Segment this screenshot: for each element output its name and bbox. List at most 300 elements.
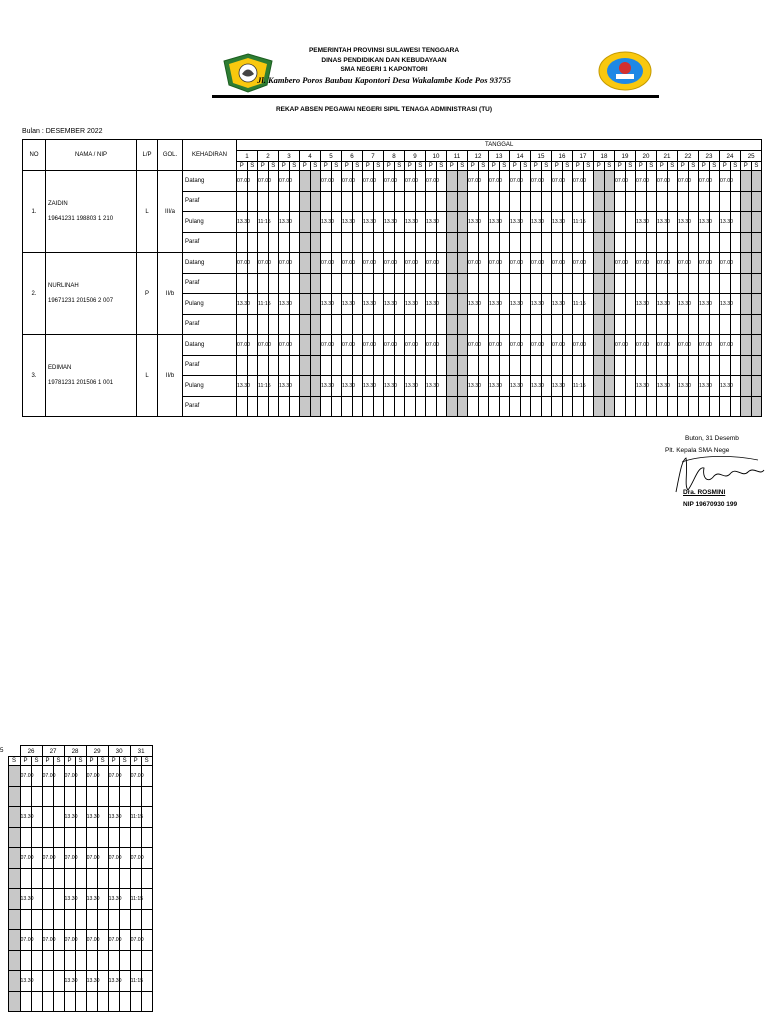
empty-cell — [489, 355, 500, 376]
empty-cell — [499, 191, 510, 212]
empty-cell — [562, 191, 573, 212]
time-cell: 07.00 — [615, 253, 626, 274]
empty-cell — [709, 191, 720, 212]
day-18-s — [604, 376, 615, 397]
empty-cell — [31, 827, 42, 848]
empty-cell — [426, 314, 437, 335]
day-4-s — [310, 294, 321, 315]
empty-cell — [20, 827, 31, 848]
day-31-header: 31 — [130, 746, 152, 757]
empty-cell — [436, 396, 447, 417]
empty-cell — [709, 232, 720, 253]
time-cell: 13.30 — [552, 212, 563, 233]
empty-cell — [468, 396, 479, 417]
empty-cell — [468, 273, 479, 294]
empty-cell — [688, 273, 699, 294]
s-label: S — [97, 757, 108, 766]
employee-no: 3. — [23, 335, 46, 417]
time-cell: 07.00 — [699, 171, 710, 192]
day-11-p — [447, 294, 458, 315]
time-cell: 07.00 — [636, 171, 647, 192]
time-cell: 07.00 — [405, 335, 416, 356]
empty-cell — [415, 273, 426, 294]
empty-cell — [20, 991, 31, 1012]
empty-cell — [552, 273, 563, 294]
p-label: P — [426, 162, 437, 171]
day-4-p — [300, 335, 311, 356]
empty-cell — [405, 191, 416, 212]
s-label: S — [541, 162, 552, 171]
p-label: P — [64, 757, 75, 766]
spacer-cell — [0, 766, 8, 787]
empty-cell — [363, 355, 374, 376]
time-cell: 07.00 — [130, 930, 141, 951]
time-cell: 07.00 — [64, 930, 75, 951]
empty-cell — [53, 827, 64, 848]
time-cell: 13.30 — [321, 212, 332, 233]
empty-cell — [541, 273, 552, 294]
employee-lp: P — [137, 253, 158, 335]
empty-cell — [583, 396, 594, 417]
time-cell: 13.30 — [405, 294, 416, 315]
day-18-s — [604, 191, 615, 212]
empty-cell — [86, 909, 97, 930]
day-11-p — [447, 212, 458, 233]
time-cell: 13.30 — [510, 376, 521, 397]
empty-cell — [510, 314, 521, 335]
empty-cell — [373, 273, 384, 294]
empty-cell — [321, 396, 332, 417]
empty-cell — [86, 991, 97, 1012]
empty-cell — [130, 950, 141, 971]
day-14-header: 14 — [510, 151, 531, 162]
time-cell: 11:15 — [130, 971, 141, 992]
time-cell: 13.30 — [342, 294, 353, 315]
day-18-p — [594, 355, 605, 376]
time-cell: 13.30 — [468, 294, 479, 315]
empty-cell — [468, 314, 479, 335]
empty-cell — [562, 232, 573, 253]
table-row — [0, 868, 152, 889]
time-cell: 07.00 — [489, 253, 500, 274]
s-label: S — [562, 162, 573, 171]
time-cell: 07.00 — [20, 848, 31, 869]
empty-cell — [64, 950, 75, 971]
day-16-header: 16 — [552, 151, 573, 162]
empty-cell — [541, 314, 552, 335]
empty-cell — [531, 191, 542, 212]
empty-cell — [108, 991, 119, 1012]
empty-cell — [42, 991, 53, 1012]
employee-gol: III/a — [158, 171, 183, 253]
time-cell: 07.00 — [552, 253, 563, 274]
empty-cell — [657, 191, 668, 212]
day-25-s — [751, 212, 762, 233]
empty-cell — [478, 314, 489, 335]
table-row — [0, 807, 152, 828]
empty-cell — [478, 355, 489, 376]
empty-cell — [415, 396, 426, 417]
empty-cell — [247, 232, 258, 253]
kehadiran-label: Pulang — [183, 376, 237, 397]
empty-cell — [699, 396, 710, 417]
empty-cell — [363, 273, 374, 294]
time-cell: 07.00 — [237, 253, 248, 274]
empty-cell — [552, 314, 563, 335]
time-cell: 07.00 — [42, 848, 53, 869]
empty-cell — [394, 355, 405, 376]
empty-cell — [342, 355, 353, 376]
empty-cell — [247, 396, 258, 417]
time-cell: 13.30 — [363, 212, 374, 233]
empty-cell — [615, 355, 626, 376]
p-label: P — [552, 162, 563, 171]
empty-cell — [363, 314, 374, 335]
empty-cell — [499, 232, 510, 253]
empty-cell — [699, 355, 710, 376]
empty-cell — [415, 232, 426, 253]
day-2-header: 2 — [258, 151, 279, 162]
empty-cell — [352, 273, 363, 294]
day-19-header: 19 — [615, 151, 636, 162]
s-label: S — [604, 162, 615, 171]
time-cell: 13.30 — [636, 212, 647, 233]
empty-cell — [247, 191, 258, 212]
day-11-p — [447, 376, 458, 397]
p-label: P — [237, 162, 248, 171]
day-25-s — [751, 294, 762, 315]
empty-cell — [573, 232, 584, 253]
day-11-s — [457, 335, 468, 356]
p-label: P — [42, 757, 53, 766]
s-label: S — [310, 162, 321, 171]
s-label: S — [373, 162, 384, 171]
time-cell: 07.00 — [468, 171, 479, 192]
header-line-2: DINAS PENDIDIKAN DAN KEBUDAYAAN — [321, 56, 447, 64]
empty-cell — [646, 396, 657, 417]
day-4-s — [310, 212, 321, 233]
empty-cell — [258, 355, 269, 376]
time-cell: 07.00 — [363, 253, 374, 274]
time-cell: 07.00 — [86, 766, 97, 787]
s-label: S — [646, 162, 657, 171]
time-cell: 07.00 — [42, 930, 53, 951]
p-label: P — [489, 162, 500, 171]
time-cell: 13.30 — [678, 212, 689, 233]
empty-cell — [141, 950, 152, 971]
empty-cell — [268, 355, 279, 376]
day-11-s — [457, 232, 468, 253]
day-13-header: 13 — [489, 151, 510, 162]
empty-cell — [573, 191, 584, 212]
empty-cell — [289, 314, 300, 335]
empty-cell — [268, 314, 279, 335]
spacer-cell — [0, 786, 8, 807]
empty-cell — [552, 232, 563, 253]
employee-name: EDIMAN — [48, 364, 72, 371]
day-6-header: 6 — [342, 151, 363, 162]
spacer-cell — [0, 807, 8, 828]
empty-cell — [436, 232, 447, 253]
employee-nip: 19781231 201506 1 001 — [48, 379, 114, 386]
spacer-cell — [0, 971, 8, 992]
time-cell: 07.00 — [531, 335, 542, 356]
empty-cell — [141, 868, 152, 889]
header-row-tanggal — [23, 140, 762, 151]
empty-cell — [562, 314, 573, 335]
p-label: P — [258, 162, 269, 171]
time-cell: 07.00 — [20, 930, 31, 951]
empty-cell — [31, 868, 42, 889]
empty-cell — [321, 355, 332, 376]
time-cell: 07.00 — [342, 335, 353, 356]
table-row — [23, 335, 762, 356]
p-label: P — [384, 162, 395, 171]
time-cell: 07.00 — [573, 253, 584, 274]
day-18-p — [594, 191, 605, 212]
empty-cell — [489, 396, 500, 417]
empty-cell — [42, 868, 53, 889]
s-label: S — [688, 162, 699, 171]
empty-cell — [688, 396, 699, 417]
day-25-s — [8, 786, 20, 807]
time-cell: 07.00 — [489, 335, 500, 356]
day-4-p — [300, 294, 311, 315]
empty-cell — [352, 396, 363, 417]
time-cell: 07.00 — [426, 171, 437, 192]
empty-cell — [97, 868, 108, 889]
day-11-s — [457, 191, 468, 212]
header-line-1: PEMERINTAH PROVINSI SULAWESI TENGGARA — [308, 47, 460, 54]
empty-cell — [720, 396, 731, 417]
empty-cell — [709, 396, 720, 417]
empty-cell — [268, 273, 279, 294]
empty-cell — [342, 314, 353, 335]
kehadiran-label: Datang — [183, 335, 237, 356]
s-label: S — [141, 757, 152, 766]
time-cell: 13.30 — [321, 376, 332, 397]
empty-cell — [75, 991, 86, 1012]
employee-no: 1. — [23, 171, 46, 253]
empty-cell — [289, 273, 300, 294]
empty-cell — [426, 232, 437, 253]
time-cell: 07.00 — [615, 171, 626, 192]
header-address: Jl. Kambero Poros Baubau Kapontori Desa Wakalambe Kode Pos 93755 — [257, 74, 511, 85]
day-18-s — [604, 253, 615, 274]
empty-cell — [279, 396, 290, 417]
employee-name: NURLINAH — [48, 282, 79, 289]
letterhead — [0, 46, 768, 86]
empty-cell — [541, 232, 552, 253]
empty-cell — [657, 355, 668, 376]
empty-cell — [108, 909, 119, 930]
empty-cell — [130, 827, 141, 848]
time-cell: 07.00 — [20, 766, 31, 787]
time-cell: 13.30 — [20, 807, 31, 828]
empty-cell — [646, 191, 657, 212]
empty-cell — [42, 909, 53, 930]
empty-cell — [342, 396, 353, 417]
day-11-s — [457, 171, 468, 192]
s-label: S — [415, 162, 426, 171]
day-10-header: 10 — [426, 151, 447, 162]
empty-cell — [646, 314, 657, 335]
empty-cell — [373, 191, 384, 212]
empty-cell — [583, 191, 594, 212]
empty-cell — [636, 355, 647, 376]
empty-cell — [625, 376, 636, 397]
day-25-s — [8, 909, 20, 930]
day-18-s — [604, 171, 615, 192]
time-cell: 13.30 — [531, 294, 542, 315]
day-4-p — [300, 212, 311, 233]
day-11-p — [447, 335, 458, 356]
spacer-cell — [0, 991, 8, 1012]
time-cell: 07.00 — [279, 171, 290, 192]
empty-cell — [268, 191, 279, 212]
time-cell: 13.30 — [720, 212, 731, 233]
s-label: S — [352, 162, 363, 171]
empty-cell — [331, 191, 342, 212]
empty-cell — [562, 396, 573, 417]
empty-cell — [119, 786, 130, 807]
empty-cell — [499, 273, 510, 294]
time-cell: 13.30 — [108, 889, 119, 910]
empty-cell — [520, 273, 531, 294]
day-18-p — [594, 335, 605, 356]
empty-cell — [678, 396, 689, 417]
spacer-cell — [0, 930, 8, 951]
empty-cell — [86, 868, 97, 889]
time-cell: 13.30 — [531, 376, 542, 397]
day-11-s — [457, 253, 468, 274]
time-cell: 13.30 — [86, 971, 97, 992]
time-cell: 13.30 — [657, 376, 668, 397]
time-cell: 11:15 — [130, 807, 141, 828]
day-4-p — [300, 396, 311, 417]
empty-cell — [237, 273, 248, 294]
attendance-table-continuation — [0, 745, 153, 1012]
empty-cell — [667, 191, 678, 212]
empty-cell — [657, 273, 668, 294]
day-7-header: 7 — [363, 151, 384, 162]
time-cell: 07.00 — [258, 171, 269, 192]
p-label: P — [741, 162, 752, 171]
day-11-s — [457, 355, 468, 376]
empty-cell — [436, 355, 447, 376]
employee-nip: 19671231 201506 2 007 — [48, 297, 114, 304]
time-cell: 13.30 — [489, 212, 500, 233]
time-cell: 07.00 — [64, 848, 75, 869]
s-label: S — [53, 757, 64, 766]
empty-cell — [394, 396, 405, 417]
empty-cell — [615, 376, 626, 397]
empty-cell — [64, 909, 75, 930]
empty-cell — [289, 355, 300, 376]
time-cell: 07.00 — [108, 930, 119, 951]
empty-cell — [730, 232, 741, 253]
day-4-p — [300, 376, 311, 397]
empty-cell — [510, 273, 521, 294]
empty-cell — [331, 232, 342, 253]
empty-cell — [552, 355, 563, 376]
day-25-p — [741, 253, 752, 274]
s-label: S — [499, 162, 510, 171]
time-cell: 07.00 — [108, 848, 119, 869]
time-cell: 13.30 — [279, 212, 290, 233]
day-29-header: 29 — [86, 746, 108, 757]
empty-cell — [415, 355, 426, 376]
kehadiran-label: Datang — [183, 171, 237, 192]
day-4-p — [300, 355, 311, 376]
empty-cell — [478, 191, 489, 212]
s-label: S — [289, 162, 300, 171]
empty-cell — [489, 191, 500, 212]
empty-cell — [384, 355, 395, 376]
p-label: P — [20, 757, 31, 766]
empty-cell — [97, 950, 108, 971]
cont-header-row-days — [0, 746, 152, 757]
time-cell: 13.30 — [636, 376, 647, 397]
empty-cell — [709, 355, 720, 376]
p-label: P — [468, 162, 479, 171]
time-cell: 07.00 — [237, 171, 248, 192]
empty-cell — [289, 191, 300, 212]
p-label: P — [86, 757, 97, 766]
table-row — [0, 786, 152, 807]
empty-cell — [478, 232, 489, 253]
day-25-s — [8, 868, 20, 889]
empty-cell — [720, 232, 731, 253]
empty-cell — [258, 273, 269, 294]
empty-cell — [562, 273, 573, 294]
s-label: S — [75, 757, 86, 766]
empty-cell — [394, 314, 405, 335]
day-4-s — [310, 376, 321, 397]
time-cell: 07.00 — [615, 335, 626, 356]
empty-cell — [541, 396, 552, 417]
spacer-cell — [0, 889, 8, 910]
empty-cell — [130, 991, 141, 1012]
s-label: S — [31, 757, 42, 766]
month-label: Bulan : DESEMBER 2022 — [22, 128, 103, 135]
day-18-p — [594, 273, 605, 294]
time-cell: 11:15 — [573, 376, 584, 397]
signature-nip: NIP 19670930 199 — [683, 501, 738, 508]
empty-cell — [562, 355, 573, 376]
time-cell: 07.00 — [720, 335, 731, 356]
time-cell: 13.30 — [426, 294, 437, 315]
day-4-s — [310, 191, 321, 212]
time-cell: 13.30 — [321, 294, 332, 315]
time-cell: 13.30 — [384, 376, 395, 397]
day-25-s — [8, 971, 20, 992]
table-row — [0, 971, 152, 992]
empty-cell — [625, 232, 636, 253]
day-25-header: 25 — [741, 151, 762, 162]
empty-cell — [667, 273, 678, 294]
empty-cell — [646, 273, 657, 294]
time-cell: 13.30 — [237, 212, 248, 233]
empty-cell — [289, 396, 300, 417]
day-25-s — [8, 950, 20, 971]
day-25-s — [751, 335, 762, 356]
time-cell: 07.00 — [510, 171, 521, 192]
empty-cell — [119, 909, 130, 930]
empty-cell — [499, 396, 510, 417]
s-label: S — [625, 162, 636, 171]
empty-cell — [130, 786, 141, 807]
